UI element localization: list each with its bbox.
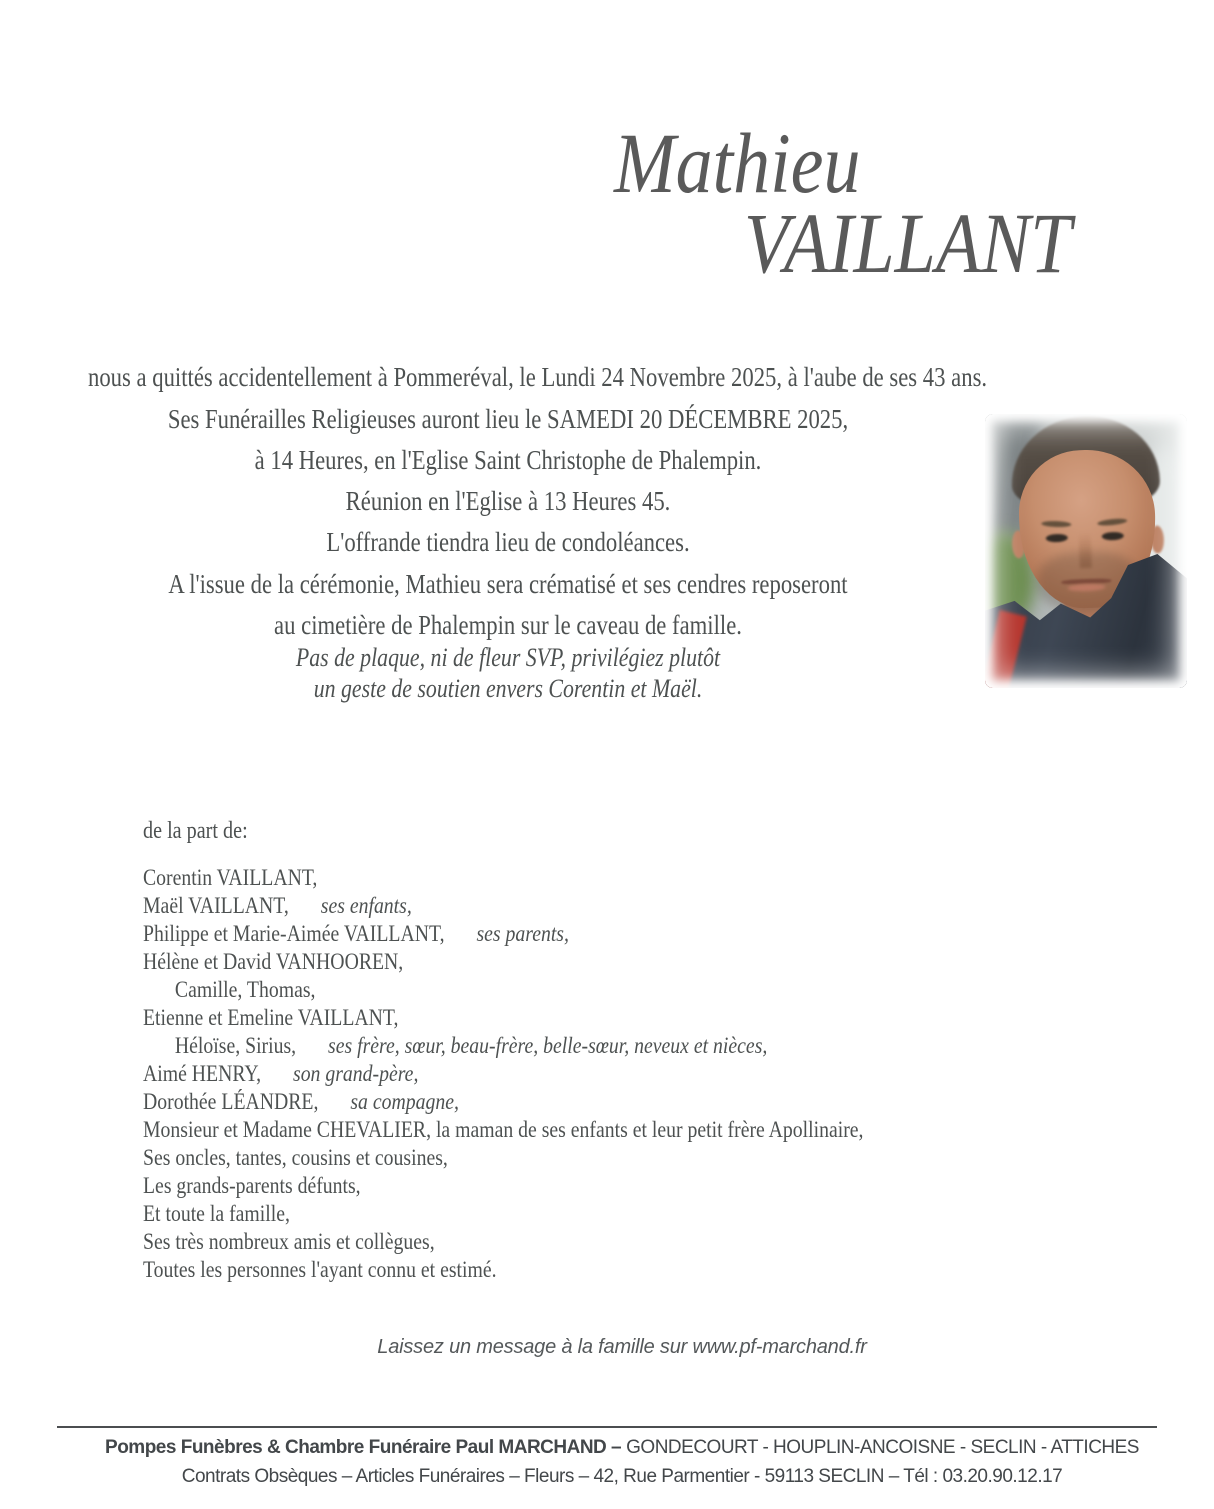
- deceased-last-name: VAILLANT: [744, 195, 1072, 291]
- family-relation: ses parents,: [476, 921, 569, 947]
- family-relation: son grand-père,: [293, 1061, 419, 1087]
- family-member-row: [143, 920, 895, 948]
- family-list: [143, 864, 895, 1284]
- family-relation: ses enfants,: [320, 893, 412, 919]
- photo-stubble: [1036, 550, 1138, 615]
- family-member-name: Etienne et Emeline VAILLANT,: [143, 1005, 399, 1031]
- photo-background-shape: [1137, 444, 1187, 604]
- family-relation: sa compagne,: [350, 1089, 459, 1115]
- family-intro: de la part de:: [143, 818, 248, 844]
- family-member-row: [143, 1228, 895, 1256]
- announcement-line: au cimetière de Phalempin sur le caveau de famille.: [274, 610, 742, 640]
- announcement-line: à 14 Heures, en l'Eglise Saint Christophe de Phalempin.: [254, 445, 762, 475]
- family-member-name: Ses oncles, tantes, cousins et cousines,: [143, 1145, 448, 1171]
- family-member-row: [143, 1032, 895, 1060]
- family-member-row: [143, 1144, 895, 1172]
- family-member-name: Les grands-parents défunts,: [143, 1173, 361, 1199]
- footer-company-name: Pompes Funèbres & Chambre Funéraire Paul MARCHAND –: [105, 1437, 622, 1458]
- family-member-row: [143, 892, 895, 920]
- family-member-name: Maël VAILLANT,: [143, 893, 289, 919]
- family-member-row: [143, 976, 895, 1004]
- announcement-line: Réunion en l'Eglise à 13 Heures 45.: [345, 486, 671, 516]
- announcement-line: L'offrande tiendra lieu de condoléances.: [326, 527, 690, 557]
- announcement-line: Ses Funérailles Religieuses auront lieu le SAMEDI 20 DÉCEMBRE 2025,: [167, 404, 849, 434]
- photo-red-strap: [985, 610, 1027, 688]
- announcement-line: A l'issue de la cérémonie, Mathieu sera crématisé et ses cendres reposeront: [168, 569, 848, 599]
- deceased-first-name: Mathieu: [614, 115, 861, 211]
- footer-company-cities: GONDECOURT - HOUPLIN-ANCOISNE - SECLIN - ATTICHES: [626, 1437, 1139, 1458]
- footer-company-line: [42, 1437, 1202, 1459]
- note-line: un geste de soutien envers Corentin et Maël.: [313, 673, 703, 703]
- family-member-row: [143, 948, 895, 976]
- family-member-name: Dorothée LÉANDRE,: [143, 1089, 319, 1115]
- family-member-name: Monsieur et Madame CHEVALIER, la maman de ses enfants et leur petit frère Apollinaire,: [143, 1117, 864, 1143]
- family-member-name: Et toute la famille,: [143, 1201, 290, 1227]
- photo-ear: [1012, 530, 1026, 558]
- family-member-name: Camille, Thomas,: [174, 977, 316, 1003]
- family-member-name: Ses très nombreux amis et collègues,: [143, 1229, 435, 1255]
- photo-ear: [1150, 525, 1164, 553]
- family-member-row: [143, 1088, 895, 1116]
- family-member-row: [143, 1200, 895, 1228]
- family-member-row: [143, 1256, 895, 1284]
- photo-head: [1004, 414, 1171, 615]
- photo-background-shape: [985, 532, 1035, 628]
- footer-divider-line: [57, 1426, 1157, 1428]
- family-member-row: [143, 1060, 895, 1088]
- announcement-line: nous a quittés accidentellement à Pommeréval, le Lundi 24 Novembre 2025, à l'aube de ses 43 ans.: [88, 362, 988, 392]
- photo-eye: [1046, 534, 1068, 543]
- photo-eye: [1102, 532, 1124, 541]
- footer-services-line: Contrats Obsèques – Articles Funéraires – Fleurs – 42, Rue Parmentier - 59113 SECLIN – Tél : 03.20.90.12.17: [181, 1466, 1063, 1487]
- family-member-name: Héloïse, Sirius,: [174, 1033, 297, 1059]
- family-member-name: Hélène et David VANHOOREN,: [143, 949, 404, 975]
- family-member-name: Philippe et Marie-Aimée VAILLANT,: [143, 921, 445, 947]
- photo-eyebrow: [1097, 518, 1127, 527]
- photo-hair: [1010, 414, 1161, 515]
- family-member-name: Aimé HENRY,: [143, 1061, 262, 1087]
- family-member-name: Corentin VAILLANT,: [143, 865, 318, 891]
- no-flowers-note: [88, 643, 928, 704]
- family-member-row: [143, 1116, 895, 1144]
- photo-background-shape: [990, 414, 1042, 538]
- photo-nose: [1079, 532, 1092, 568]
- guestbook-message: Laissez un message à la famille sur www.pf-marchand.fr: [377, 1336, 867, 1358]
- photo-jacket: [985, 554, 1187, 688]
- family-member-name: Toutes les personnes l'ayant connu et estimé.: [143, 1257, 497, 1283]
- deceased-portrait-photo: [985, 414, 1187, 688]
- photo-face: [1017, 448, 1158, 611]
- photo-neck: [1063, 572, 1119, 632]
- family-member-row: [143, 1172, 895, 1200]
- family-relation: ses frère, sœur, beau-frère, belle-sœur, neveux et nièces,: [328, 1033, 768, 1059]
- note-line: Pas de plaque, ni de fleur SVP, privilégiez plutôt: [295, 643, 721, 672]
- family-member-row: [143, 1004, 895, 1032]
- photo-eyebrow: [1041, 521, 1071, 528]
- family-member-row: [143, 864, 895, 892]
- photo-lip: [1067, 583, 1105, 591]
- photo-mouth: [1061, 578, 1111, 585]
